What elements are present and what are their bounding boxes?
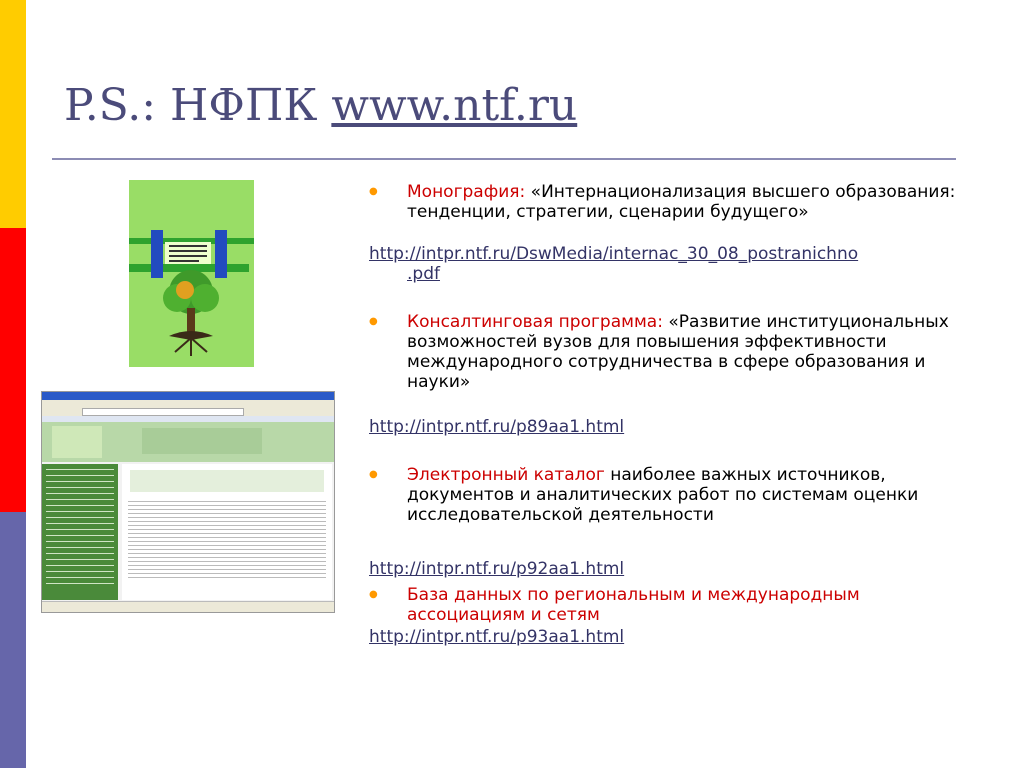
list-item-monograph xyxy=(369,182,969,222)
bullet-icon: ● xyxy=(369,589,378,600)
link-monograph-pdf[interactable]: http://intpr.ntf.ru/DswMedia/internac_30_08_postranichno .pdf xyxy=(369,244,859,284)
list-item-consulting xyxy=(369,312,969,392)
accent-stripe-red xyxy=(0,228,26,512)
item-highlight: Монография: xyxy=(407,182,526,202)
item-highlight: Электронный каталог xyxy=(407,465,605,485)
list-item-catalog xyxy=(369,465,969,525)
item-text: наиболее важных источников, документов и аналитических работ по системам оценки исследовательской деятельности xyxy=(407,465,919,525)
site-content xyxy=(122,464,332,600)
title-underline xyxy=(52,158,956,160)
bullet-icon: ● xyxy=(369,316,378,327)
accent-stripe-yellow xyxy=(0,0,26,228)
slide-title xyxy=(64,80,577,131)
bullet-icon: ● xyxy=(369,469,378,480)
monograph-cover-image xyxy=(129,180,254,367)
title-prefix: P.S.: НФПК xyxy=(64,80,332,131)
tree-illustration xyxy=(129,180,254,367)
browser-address-bar xyxy=(82,408,244,416)
link-catalog[interactable]: http://intpr.ntf.ru/p92aa1.html xyxy=(369,559,625,579)
item-text: «Развитие институциональных возможностей вузов для повышения эффективности международного сотрудничества в сфере образования и науки» xyxy=(407,312,949,392)
link-consulting[interactable]: http://intpr.ntf.ru/p89aa1.html xyxy=(369,417,625,437)
item-highlight: Консалтинговая программа: xyxy=(407,312,663,332)
site-menu xyxy=(42,464,118,600)
item-text: «Интернационализация высшего образования: тенденции, стратегии, сценарии будущего» xyxy=(407,182,956,222)
website-screenshot xyxy=(41,391,335,613)
list-item-database xyxy=(369,585,969,625)
link-database[interactable]: http://intpr.ntf.ru/p93aa1.html xyxy=(369,627,625,647)
title-link[interactable]: www.ntf.ru xyxy=(331,80,578,131)
browser-statusbar xyxy=(42,601,334,612)
site-header xyxy=(42,422,334,462)
item-highlight: База данных по региональным и международным ассоциациям и сетям xyxy=(407,585,860,625)
browser-titlebar xyxy=(42,392,334,400)
bullet-icon: ● xyxy=(369,186,378,197)
accent-stripe-blue xyxy=(0,512,26,768)
